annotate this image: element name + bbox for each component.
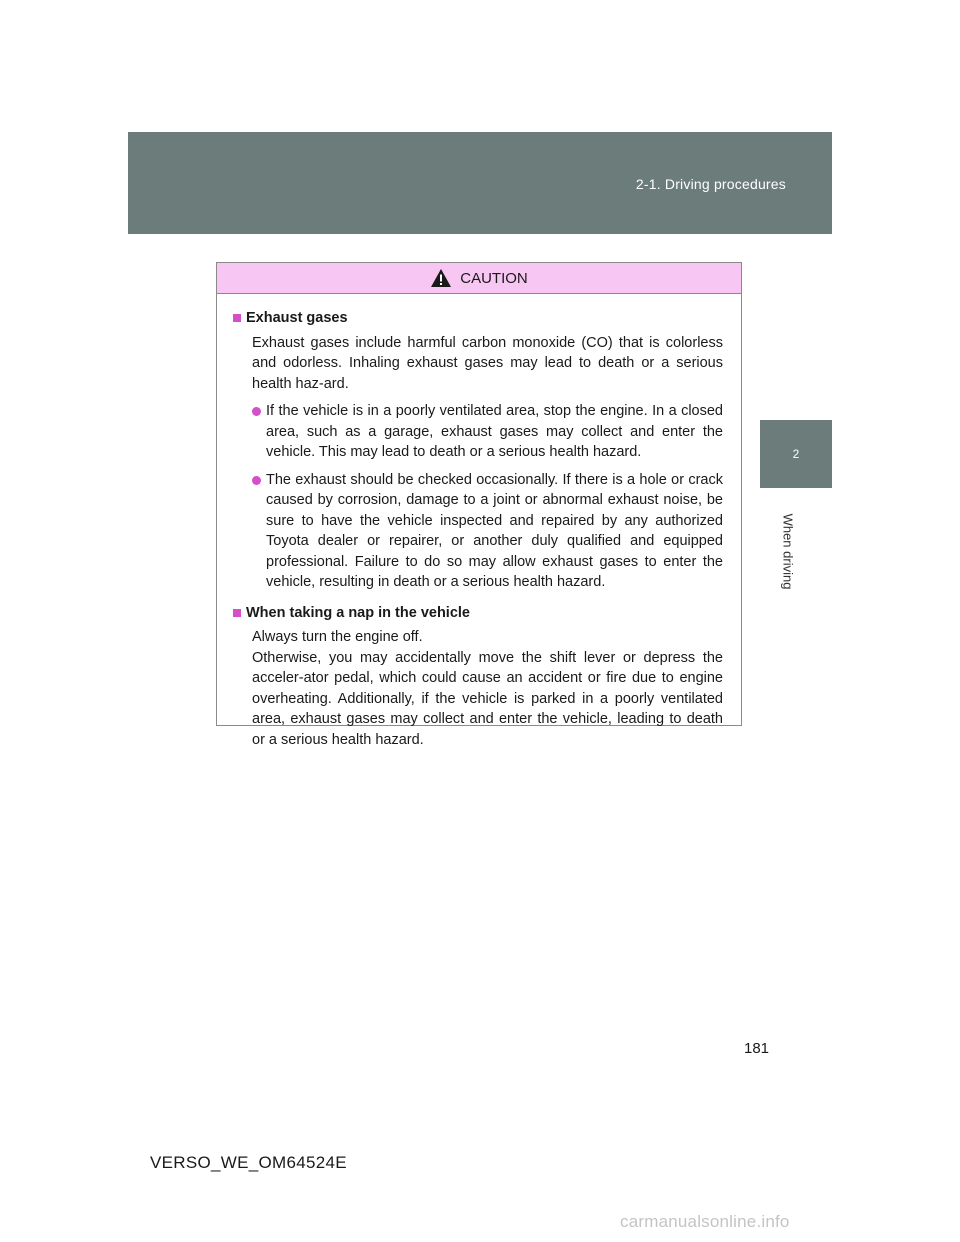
section-header-bar bbox=[128, 132, 832, 234]
heading-text: Exhaust gases bbox=[246, 310, 348, 326]
list-item-text: If the vehicle is in a poorly ventilated area, stop the engine. In a closed area, such as a garage, exhaust gases may collect and enter the vehicle. This may lead to death or a serious health hazard. bbox=[266, 403, 723, 460]
caution-title: CAUTION bbox=[460, 269, 528, 287]
nap-paragraph-line-1: Always turn the engine off. bbox=[252, 629, 423, 645]
caution-header bbox=[217, 263, 741, 294]
list-item bbox=[252, 401, 723, 463]
chapter-label: When driving bbox=[780, 513, 796, 589]
chapter-tab bbox=[760, 420, 832, 488]
round-bullet-icon bbox=[252, 407, 261, 416]
section-heading-exhaust-gases bbox=[235, 308, 723, 329]
warning-triangle-icon bbox=[430, 268, 452, 288]
document-code: VERSO_WE_OM64524E bbox=[150, 1153, 347, 1172]
exhaust-gases-paragraph: Exhaust gases include harmful carbon monoxide (CO) that is colorless and odorless. Inhaling exhaust gases may lead to death or a serious health haz-ard. bbox=[252, 334, 723, 392]
list-item-text: The exhaust should be checked occasionally. If there is a hole or crack caused by corrosion, damage to a joint or abnormal exhaust noise, be sure to have the vehicle inspected and repaired by any authorized Toyota dealer or repairer, or another duly qualified and equipped professional. Failure to do so may allow exhaust gases to enter the vehicle, resulting in death or a serious health hazard. bbox=[266, 471, 723, 590]
caution-body bbox=[217, 294, 741, 750]
nap-paragraph bbox=[252, 627, 723, 750]
square-bullet-icon bbox=[233, 314, 241, 322]
square-bullet-icon bbox=[233, 609, 241, 617]
chapter-label-container bbox=[768, 496, 808, 606]
caution-box bbox=[216, 262, 742, 748]
round-bullet-icon bbox=[252, 476, 261, 485]
nap-paragraph-line-2: Otherwise, you may accidentally move the shift lever or depress the acceler-ator pedal, which could cause an accident or fire due to engine overheating. Additionally, if the vehicle is parked in a poorly ventilated area, exhaust gases may collect and enter the vehicle, leading to death or a serious health hazard. bbox=[252, 649, 723, 748]
section-title: 2-1. Driving procedures bbox=[635, 176, 786, 192]
watermark: carmanualsonline.info bbox=[620, 1212, 790, 1231]
chapter-number: 2 bbox=[792, 447, 800, 461]
list-item bbox=[252, 470, 723, 593]
page-number: 181 bbox=[744, 1040, 770, 1057]
heading-text: When taking a nap in the vehicle bbox=[246, 604, 470, 621]
section-heading-nap bbox=[235, 603, 723, 624]
